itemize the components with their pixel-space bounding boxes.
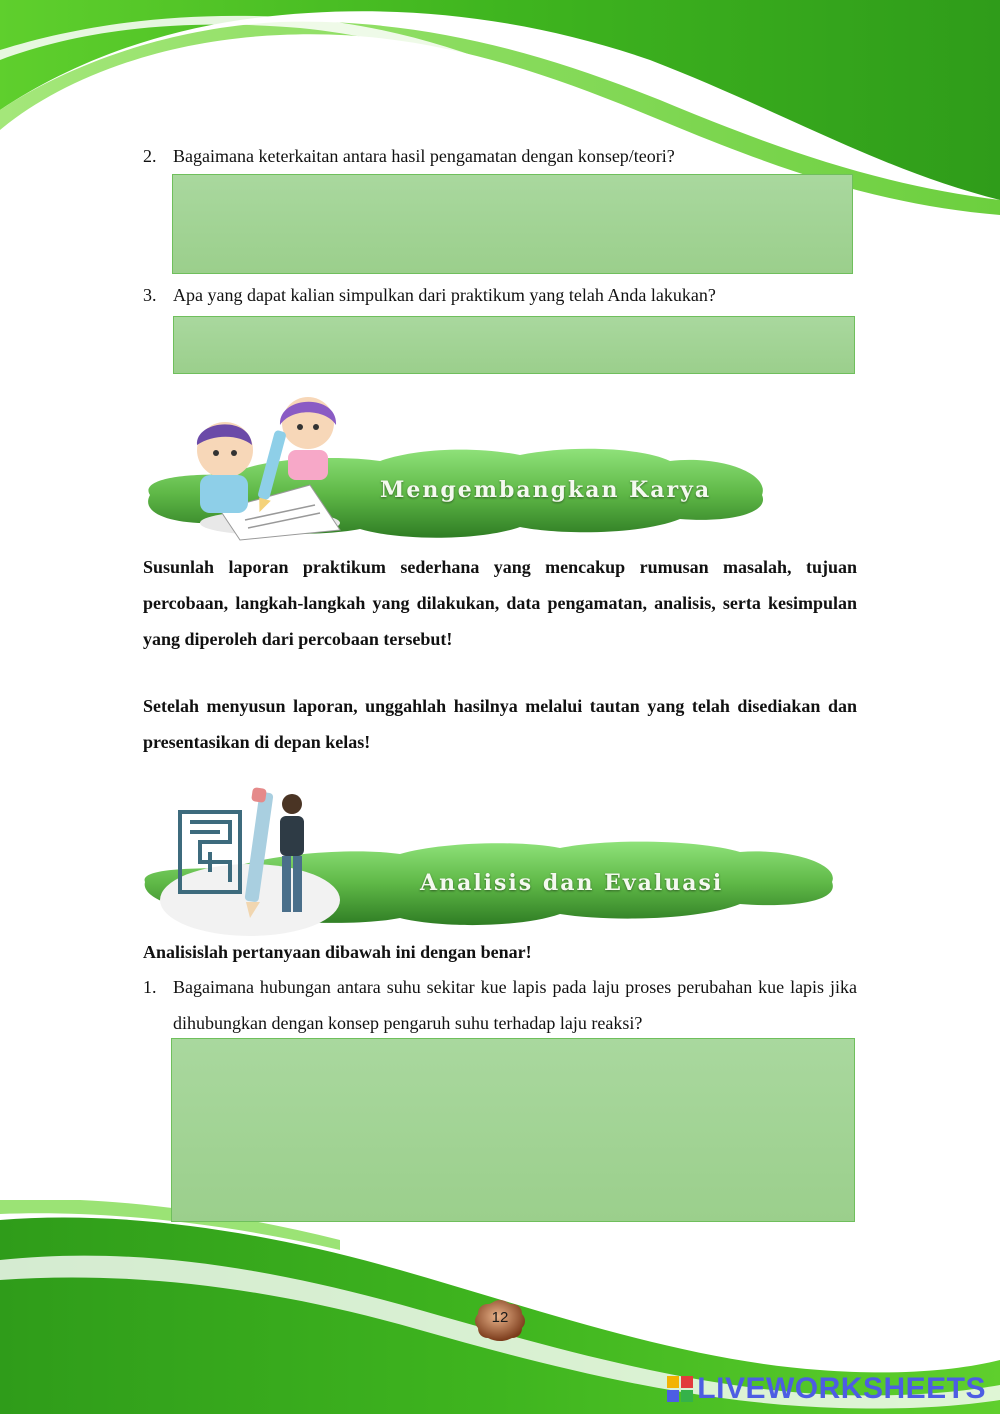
question-text: Bagaimana keterkaitan antara hasil pengamatan dengan konsep/teori? <box>173 146 675 166</box>
analysis-instruction: Analisislah pertanyaan dibawah ini dengan benar! <box>143 942 532 962</box>
question-text: Bagaimana hubungan antara suhu sekitar kue lapis pada laju proses perubahan kue lapis jika dihubungkan dengan konsep pengaruh suhu terhadap laju reaksi? <box>173 977 857 1033</box>
question-text: Apa yang dapat kalian simpulkan dari praktikum yang telah Anda lakukan? <box>173 285 716 305</box>
develop-paragraph-1: Susunlah laporan praktikum sederhana yang mencakup rumusan masalah, tujuan percobaan, langkah-langkah yang dilakukan, data pengamatan, analisis, serta kesimpulan yang diperoleh dari percobaan tersebut! <box>143 557 857 649</box>
section-title-develop: Mengembangkan Karya <box>380 477 712 503</box>
answer-input-question-2[interactable] <box>172 174 853 274</box>
liveworksheets-logo <box>667 1372 986 1406</box>
liveworksheets-icon <box>667 1376 693 1402</box>
cloud-banner-develop <box>140 395 770 545</box>
question-number: 3. <box>143 285 157 305</box>
section-banner-develop <box>140 395 770 545</box>
brand-name: LIVEWORKSHEETS <box>697 1372 986 1405</box>
kids-drawing-illustration <box>197 397 340 540</box>
section-banner-analysis <box>140 782 840 942</box>
question-number: 1. <box>143 977 157 997</box>
question-3 <box>143 277 857 313</box>
question-number: 2. <box>143 146 157 166</box>
answer-input-analysis-question-1[interactable] <box>171 1038 855 1222</box>
section-title-analysis: Analisis dan Evaluasi <box>420 870 724 896</box>
page-number: 12 <box>491 1309 509 1326</box>
answer-input-question-3[interactable] <box>173 316 855 374</box>
develop-paragraph-2: Setelah menyusun laporan, unggahlah hasilnya melalui tautan yang telah disediakan dan presentasikan di depan kelas! <box>143 696 857 752</box>
question-2 <box>143 138 857 174</box>
cloud-banner-analysis <box>140 782 840 942</box>
analysis-question-1 <box>143 969 857 1041</box>
